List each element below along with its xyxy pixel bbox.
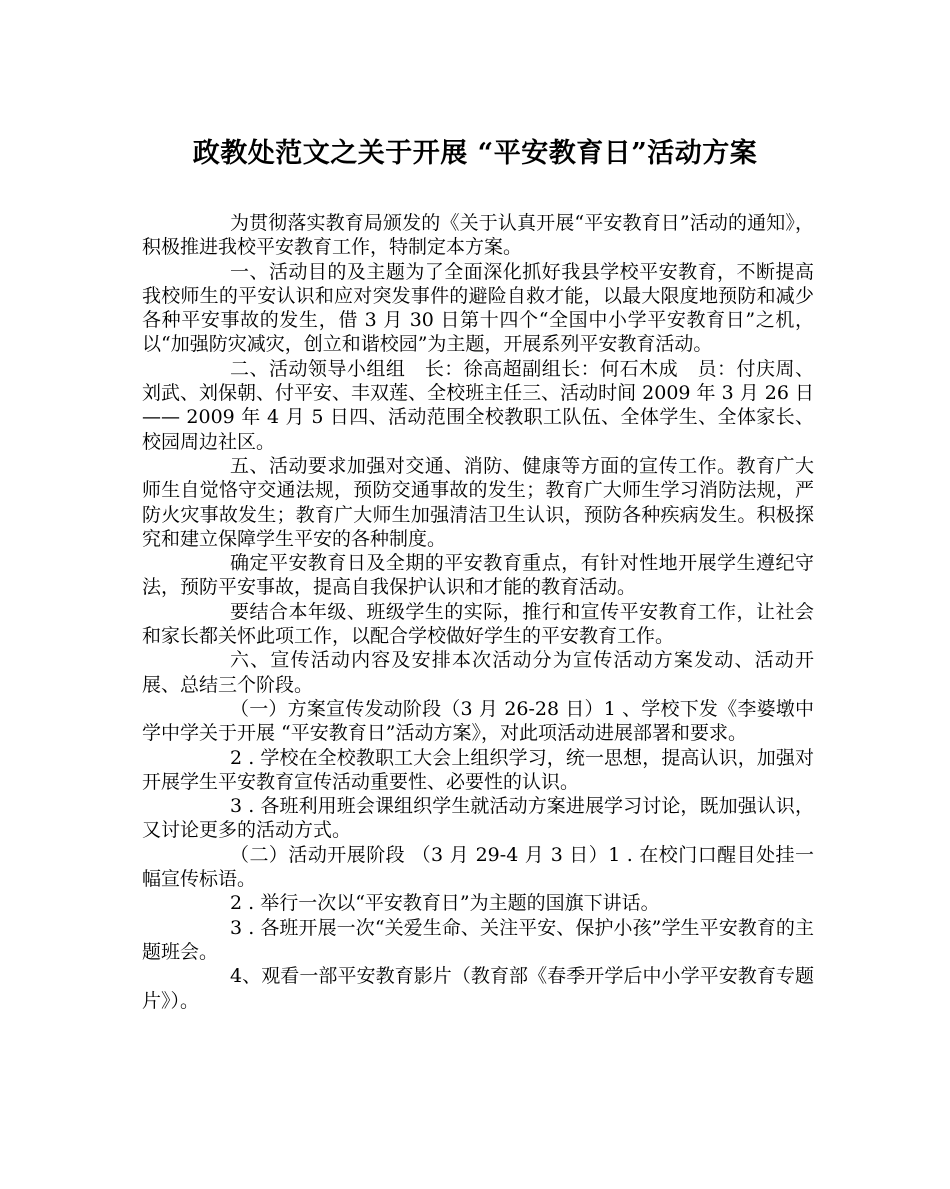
- paragraph-stage-two-item-4: 4、观看一部平安教育影片（教育部《春季开学后中小学平安教育专题片》）。: [142, 965, 814, 1012]
- paragraph-intro: 为贯彻落实教育局颁发的《关于认真开展“平安教育日”活动的通知》，积极推进我校平安教育工作，特制定本方案。: [142, 212, 814, 259]
- paragraph-purpose: 一、活动目的及主题为了全面深化抓好我县学校平安教育，不断提高我校师生的平安认识和应对突发事件的避险自救才能，以最大限度地预防和减少各种平安事故的发生，借 3 月 30 日第十四个“全国中小学平安教育日”之机，以“加强防灾减灾，创立和谐校园”为主题，开展系列平安教育活动。: [142, 260, 814, 356]
- paragraph-focus: 确定平安教育日及全期的平安教育重点，有针对性地开展学生遵纪守法，预防平安事故，提高自我保护认识和才能的教育活动。: [142, 552, 814, 599]
- paragraph-stage-one: （一）方案宣传发动阶段（3 月 26-28 日）1 、学校下发《李婆墩中学中学关于开展 “平安教育日”活动方案》，对此项活动进展部署和要求。: [142, 697, 814, 745]
- paragraph-stage-two-item-2: 2 . 举行一次以“平安教育日”为主题的国旗下讲话。: [230, 892, 660, 915]
- paragraph-combine: 要结合本年级、班级学生的实际，推行和宣传平安教育工作，让社会和家长都关怀此项工作，以配合学校做好学生的平安教育工作。: [142, 600, 814, 648]
- paragraph-leadership: 二、活动领导小组组 长：徐高超副组长：何石木成 员：付庆周、刘武、刘保朝、付平安、丰双莲、全校班主任三、活动时间 2009 年 3 月 26 日 —— 2009 年 4 月 5 日四、活动范围全校教职工队伍、全体学生、全体家长、校园周边社区。: [142, 357, 814, 453]
- document-body: [142, 211, 814, 1013]
- paragraph-stage-one-item-3: 3 . 各班利用班会课组织学生就活动方案进展学习讨论，既加强认识，又讨论更多的活动方式。: [142, 795, 814, 842]
- paragraph-stage-one-item-2: 2 . 学校在全校教职工大会上组织学习，统一思想，提高认识，加强对开展学生平安教育宣传活动重要性、必要性的认识。: [142, 746, 814, 793]
- paragraph-stage-two-item-3: 3 . 各班开展一次“关爱生命、关注平安、保护小孩”学生平安教育的主题班会。: [142, 916, 814, 963]
- paragraph-stages: 六、宣传活动内容及安排本次活动分为宣传活动方案发动、活动开展、总结三个阶段。: [142, 649, 814, 696]
- paragraph-requirements: 五、活动要求加强对交通、消防、健康等方面的宣传工作。教育广大师生自觉恪守交通法规，预防交通事故的发生；教育广大师生学习消防法规，严防火灾事故发生；教育广大师生加强清洁卫生认识，预防各种疾病发生。积极探究和建立保障学生平安的各种制度。: [142, 454, 814, 550]
- paragraph-stage-two: （二）活动开展阶段 （3 月 29-4 月 3 日）1 . 在校门口醒目处挂一幅宣传标语。: [142, 843, 814, 891]
- document-title: 政教处范文之关于开展 “平安教育日”活动方案: [192, 138, 758, 169]
